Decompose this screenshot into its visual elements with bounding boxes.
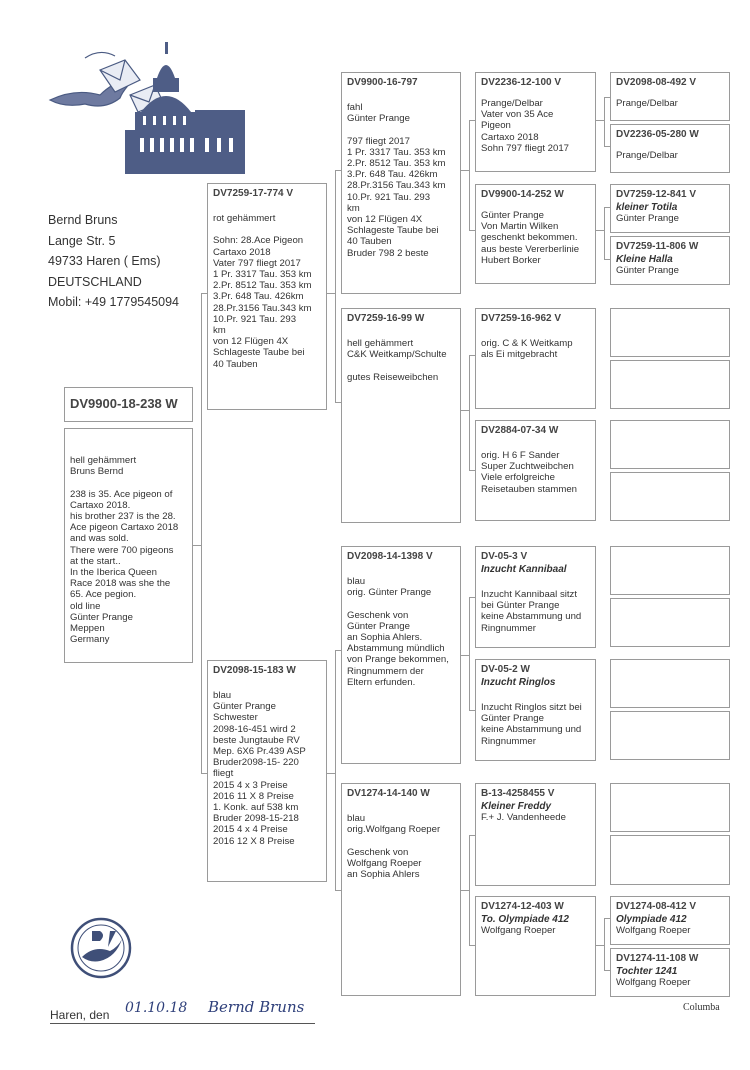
connector [469, 355, 470, 470]
ggp-sdd-box [475, 420, 596, 521]
connector [461, 890, 469, 891]
ggp-sdd-ring: DV2884-07-34 W [481, 425, 559, 436]
ggp-dss-text: Inzucht Kannibaal sitzt bei Günter Prange keine Abstammung und Ringnummer [481, 589, 582, 634]
connector [469, 597, 470, 710]
dam-text: blau Günter Prange Schwester 2098-16-451 wird 2 beste Jungtaube RV Mep. 6X6 Pr.439 ASP Bruder2098-15- 220 fliegt 2015 4 x 3 Preise 2016 11 X 8 Preise 1. Konk. auf 538 km Bruder 2098-15-218 2015 4 x 4 Preise 2016 12 X 8 Preise [213, 690, 306, 847]
gen5-15-ring: DV1274-08-412 V [616, 901, 697, 912]
ggp-sss-box [475, 72, 596, 172]
gp-ds-text: blau orig. Günter Prange Geschenk von Günter Prange an Sophia Ahlers. Abstammung mündlich von Prange bekommen, Ringnummern der Eltern erfunden. [347, 576, 449, 688]
gen5-16-text: Wolfgang Roeper [616, 977, 691, 988]
handwritten-signature: Bernd Bruns [208, 998, 305, 1016]
ggp-ssd-box [475, 184, 596, 284]
gen5-16-name: Tochter 1241 [616, 966, 678, 977]
connector [596, 945, 604, 946]
connector [327, 293, 335, 294]
connector [335, 170, 336, 402]
ggp-ddd-box [475, 896, 596, 996]
dam-box [207, 660, 327, 882]
ggp-dsd-name: Inzucht Ringlos [481, 677, 556, 688]
connector [596, 230, 604, 231]
owner-mobile: Mobil: +49 1779545094 [48, 295, 180, 309]
ggp-ssd-ring: DV9900-14-252 W [481, 189, 564, 200]
gp-ss-text: fahl Günter Prange 797 fliegt 2017 1 Pr. 3317 Tau. 353 km 2.Pr. 8512 Tau. 353 km 3.Pr. 648 Tau. 426km 28.Pr.3156 Tau.343 km 10.Pr. 921 Tau. 293 km von 12 Flügen 4X Schlageste Taube bei 40 Tauben Bruder 798 2 beste [347, 102, 446, 259]
gen5-box-12 [610, 711, 730, 760]
subject-info-box [64, 428, 193, 663]
gen5-3-ring: DV7259-12-841 V [616, 189, 697, 200]
connector [193, 545, 201, 546]
gen5-15-name: Olympiade 412 [616, 914, 687, 925]
gen5-box-2 [610, 124, 730, 173]
ggp-dds-text: F.+ J. Vandenheede [481, 812, 566, 823]
gen5-box-16 [610, 948, 730, 997]
connector [469, 835, 470, 945]
owner-street: Lange Str. 5 [48, 233, 116, 248]
ggp-dds-ring: B-13-4258455 V [481, 788, 555, 799]
logo-cathedral-dove [45, 40, 250, 175]
connector [604, 918, 605, 970]
gp-ss-ring: DV9900-16-797 [347, 77, 418, 88]
gen5-15-text: Wolfgang Roeper [616, 925, 691, 936]
connector [201, 293, 202, 773]
granddam-sire-box [341, 308, 461, 523]
connector [461, 170, 469, 171]
gp-ds-ring: DV2098-14-1398 V [347, 551, 433, 562]
subject-ring: DV9900-18-238 W [70, 396, 178, 411]
gen5-box-4 [610, 236, 730, 285]
gen5-16-ring: DV1274-11-108 W [616, 953, 699, 964]
connector [604, 97, 605, 146]
ggp-ddd-name: To. Olympiade 412 [481, 914, 569, 925]
gp-sd-ring: DV7259-16-99 W [347, 313, 425, 324]
ggp-dsd-text: Inzucht Ringlos sitzt bei Günter Prange keine Abstammung und Ringnummer [481, 702, 582, 747]
owner-city: 49733 Haren ( Ems) [48, 254, 161, 268]
gen5-box-9 [610, 546, 730, 595]
connector [596, 120, 604, 121]
connector [604, 207, 605, 259]
gen5-box-8 [610, 472, 730, 521]
grandsire-sire-box [341, 72, 461, 294]
connector [461, 655, 469, 656]
subject-ring-box [64, 387, 193, 422]
connector [335, 650, 336, 890]
ggp-dsd-box [475, 659, 596, 761]
ggp-ssd-text: Günter Prange Von Martin Wilken geschenkt bekommen. aus beste Vererberlinie Hubert Borker [481, 210, 580, 266]
ggp-sss-ring: DV2236-12-100 V [481, 77, 562, 88]
gen5-box-11 [610, 659, 730, 708]
ggp-sds-ring: DV7259-16-962 V [481, 313, 562, 324]
gen5-4-ring: DV7259-11-806 W [616, 241, 699, 252]
owner-address [48, 210, 179, 313]
publisher-label: Columba [683, 1002, 720, 1013]
gen5-3-text: Günter Prange [616, 213, 679, 224]
sire-text: rot gehämmert Sohn: 28.Ace Pigeon Cartaxo 2018 Vater 797 fliegt 2017 1 Pr. 3317 Tau. 353 km 2.Pr. 8512 Tau. 353 km 3.Pr. 648 Tau. 426km 28.Pr.3156 Tau.343 km 10.Pr. 921 Tau. 293 km von 12 Flügen 4X Schlageste Taube bei 40 Tauben [213, 213, 312, 370]
ggp-dss-box [475, 546, 596, 648]
gen5-box-15 [610, 896, 730, 945]
subject-text: hell gehämmert Bruns Bernd 238 is 35. Ace pigeon of Cartaxo 2018. his brother 237 is the 28. Ace pigeon Cartaxo 2018 and was sold. There were 700 pigeons at the start.. In the Iberica Queen Race 2018 was she the 65. Ace pegion. old line Günter Prange Meppen Germany [70, 455, 179, 646]
connector [461, 410, 469, 411]
handwritten-date: 01.10.18 [125, 1000, 188, 1016]
gen5-box-10 [610, 598, 730, 647]
gen5-2-ring: DV2236-05-280 W [616, 129, 699, 140]
gen5-box-1 [610, 72, 730, 121]
gen5-box-14 [610, 835, 730, 885]
gp-sd-text: hell gehämmert C&K Weitkamp/Schulte gutes Reiseweibchen [347, 338, 447, 383]
sire-box [207, 183, 327, 410]
gen5-box-5 [610, 308, 730, 357]
grandsire-dam-box [341, 546, 461, 764]
ggp-ddd-text: Wolfgang Roeper [481, 925, 556, 936]
ggp-ddd-ring: DV1274-12-403 W [481, 901, 564, 912]
ggp-dsd-ring: DV-05-2 W [481, 664, 530, 675]
gen5-box-7 [610, 420, 730, 469]
ggp-dss-ring: DV-05-3 V [481, 551, 528, 562]
connector [469, 120, 470, 230]
association-stamp-logo [70, 917, 132, 979]
gen5-1-ring: DV2098-08-492 V [616, 77, 697, 88]
ggp-sds-box [475, 308, 596, 409]
connector [327, 773, 335, 774]
gp-dd-text: blau orig.Wolfgang Roeper Geschenk von Wolfgang Roeper an Sophia Ahlers [347, 813, 441, 881]
ggp-dds-box [475, 783, 596, 886]
gen5-4-text: Günter Prange [616, 265, 679, 276]
ggp-sdd-text: orig. H 6 F Sander Super Zuchtweibchen Viele erfolgreiche Reisetauben stammen [481, 450, 577, 495]
gen5-box-3 [610, 184, 730, 233]
gen5-1-text: Prange/Delbar [616, 98, 678, 109]
owner-name: Bernd Bruns [48, 213, 118, 227]
gen5-box-6 [610, 360, 730, 409]
gen5-4-name: Kleine Halla [616, 254, 673, 265]
sire-ring: DV7259-17-774 V [213, 188, 294, 199]
dam-ring: DV2098-15-183 W [213, 665, 296, 676]
ggp-dss-name: Inzucht Kannibaal [481, 564, 567, 575]
ggp-dds-name: Kleiner Freddy [481, 801, 552, 812]
gp-dd-ring: DV1274-14-140 W [347, 788, 430, 799]
gen5-box-13 [610, 783, 730, 832]
place-label: Haren, den [50, 1008, 110, 1022]
ggp-sds-text: orig. C & K Weitkamp als Ei mitgebracht [481, 338, 573, 361]
owner-country: DEUTSCHLAND [48, 274, 142, 289]
signature-line [50, 1023, 315, 1024]
ggp-sss-text: Prange/Delbar Vater von 35 Ace Pigeon Cartaxo 2018 Sohn 797 fliegt 2017 [481, 98, 570, 154]
gen5-3-name: kleiner Totila [616, 202, 678, 213]
granddam-dam-box [341, 783, 461, 996]
gen5-2-text: Prange/Delbar [616, 150, 678, 161]
